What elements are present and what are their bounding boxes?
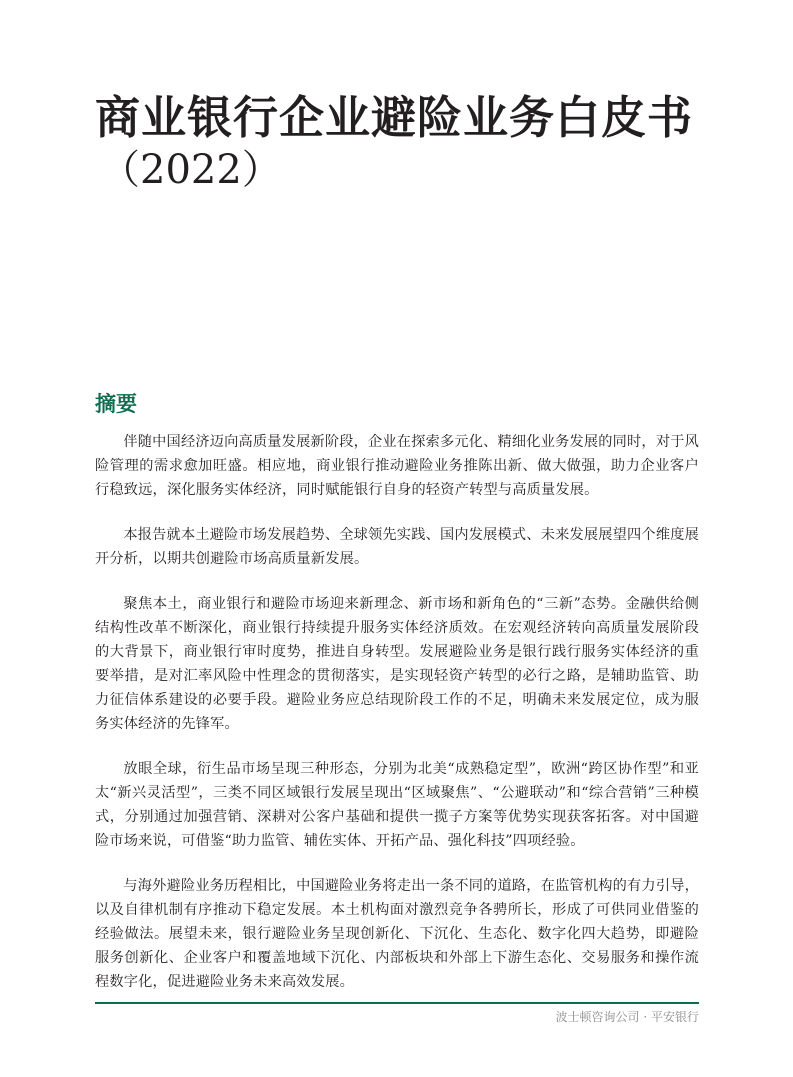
abstract-paragraph-4: 放眼全球，衍生品市场呈现三种形态，分别为北美“成熟稳定型”，欧洲“跨区协作型”和亚太“新兴灵活型”，三类不同区域银行发展呈现出“区域聚焦”、“公避联动”和“综合营销”三种模式，分别通过加强营销、深耕对公客户基础和提供一揽子方案等优势实现获客拓客。对中国避险市场来说，可借鉴“助力监管、辅佐实体、开拓产品、强化科技”四项经验。 [95, 761, 699, 849]
footer-publisher: 波士顿咨询公司 · 平安银行 [555, 1010, 699, 1024]
abstract-paragraph-5: 与海外避险业务历程相比，中国避险业务将走出一条不同的道路，在监管机构的有力引导，以及自律机制有序推动下稳定发展。本土机构面对激烈竞争各骋所长，形成了可供同业借鉴的经验做法。展望未来，银行避险业务呈现创新化、下沉化、生态化、数字化四大趋势，即避险服务创新化、企业客户和覆盖地域下沉化、内部板块和外部上下游生态化、交易服务和操作流程数字化，促进避险业务未来高效发展。 [95, 878, 699, 990]
document-year: （2022） [100, 147, 282, 193]
abstract-paragraph-2: 本报告就本土避险市场发展趋势、全球领先实践、国内发展模式、未来发展展望四个维度展开分析，以期共创避险市场高质量新发展。 [95, 527, 699, 567]
abstract-paragraph-3: 聚焦本土，商业银行和避险市场迎来新理念、新市场和新角色的“三新”态势。金融供给侧结构性改革不断深化，商业银行持续提升服务实体经济质效。在宏观经济转向高质量发展阶段的大背景下，商业银行审时度势，推进自身转型。发展避险业务是银行践行服务实体经济的重要举措，是对汇率风险中性理念的贯彻落实，是实现轻资产转型的必行之路，是辅助监管、助力征信体系建设的必要手段。避险业务应总结现阶段工作的不足，明确未来发展定位，成为服务实体经济的先锋军。 [95, 596, 699, 732]
abstract-heading: 摘要 [95, 391, 137, 416]
abstract-body [95, 430, 699, 1015]
document-title: 商业银行企业避险业务白皮书 [95, 91, 694, 144]
footer-divider [95, 1002, 699, 1004]
abstract-paragraph-1: 伴随中国经济迈向高质量发展新阶段，企业在探索多元化、精细化业务发展的同时，对于风险管理的需求愈加旺盛。相应地，商业银行推动避险业务推陈出新、做大做强，助力企业客户行稳致远，深化服务实体经济，同时赋能银行自身的轻资产转型与高质量发展。 [95, 434, 699, 498]
